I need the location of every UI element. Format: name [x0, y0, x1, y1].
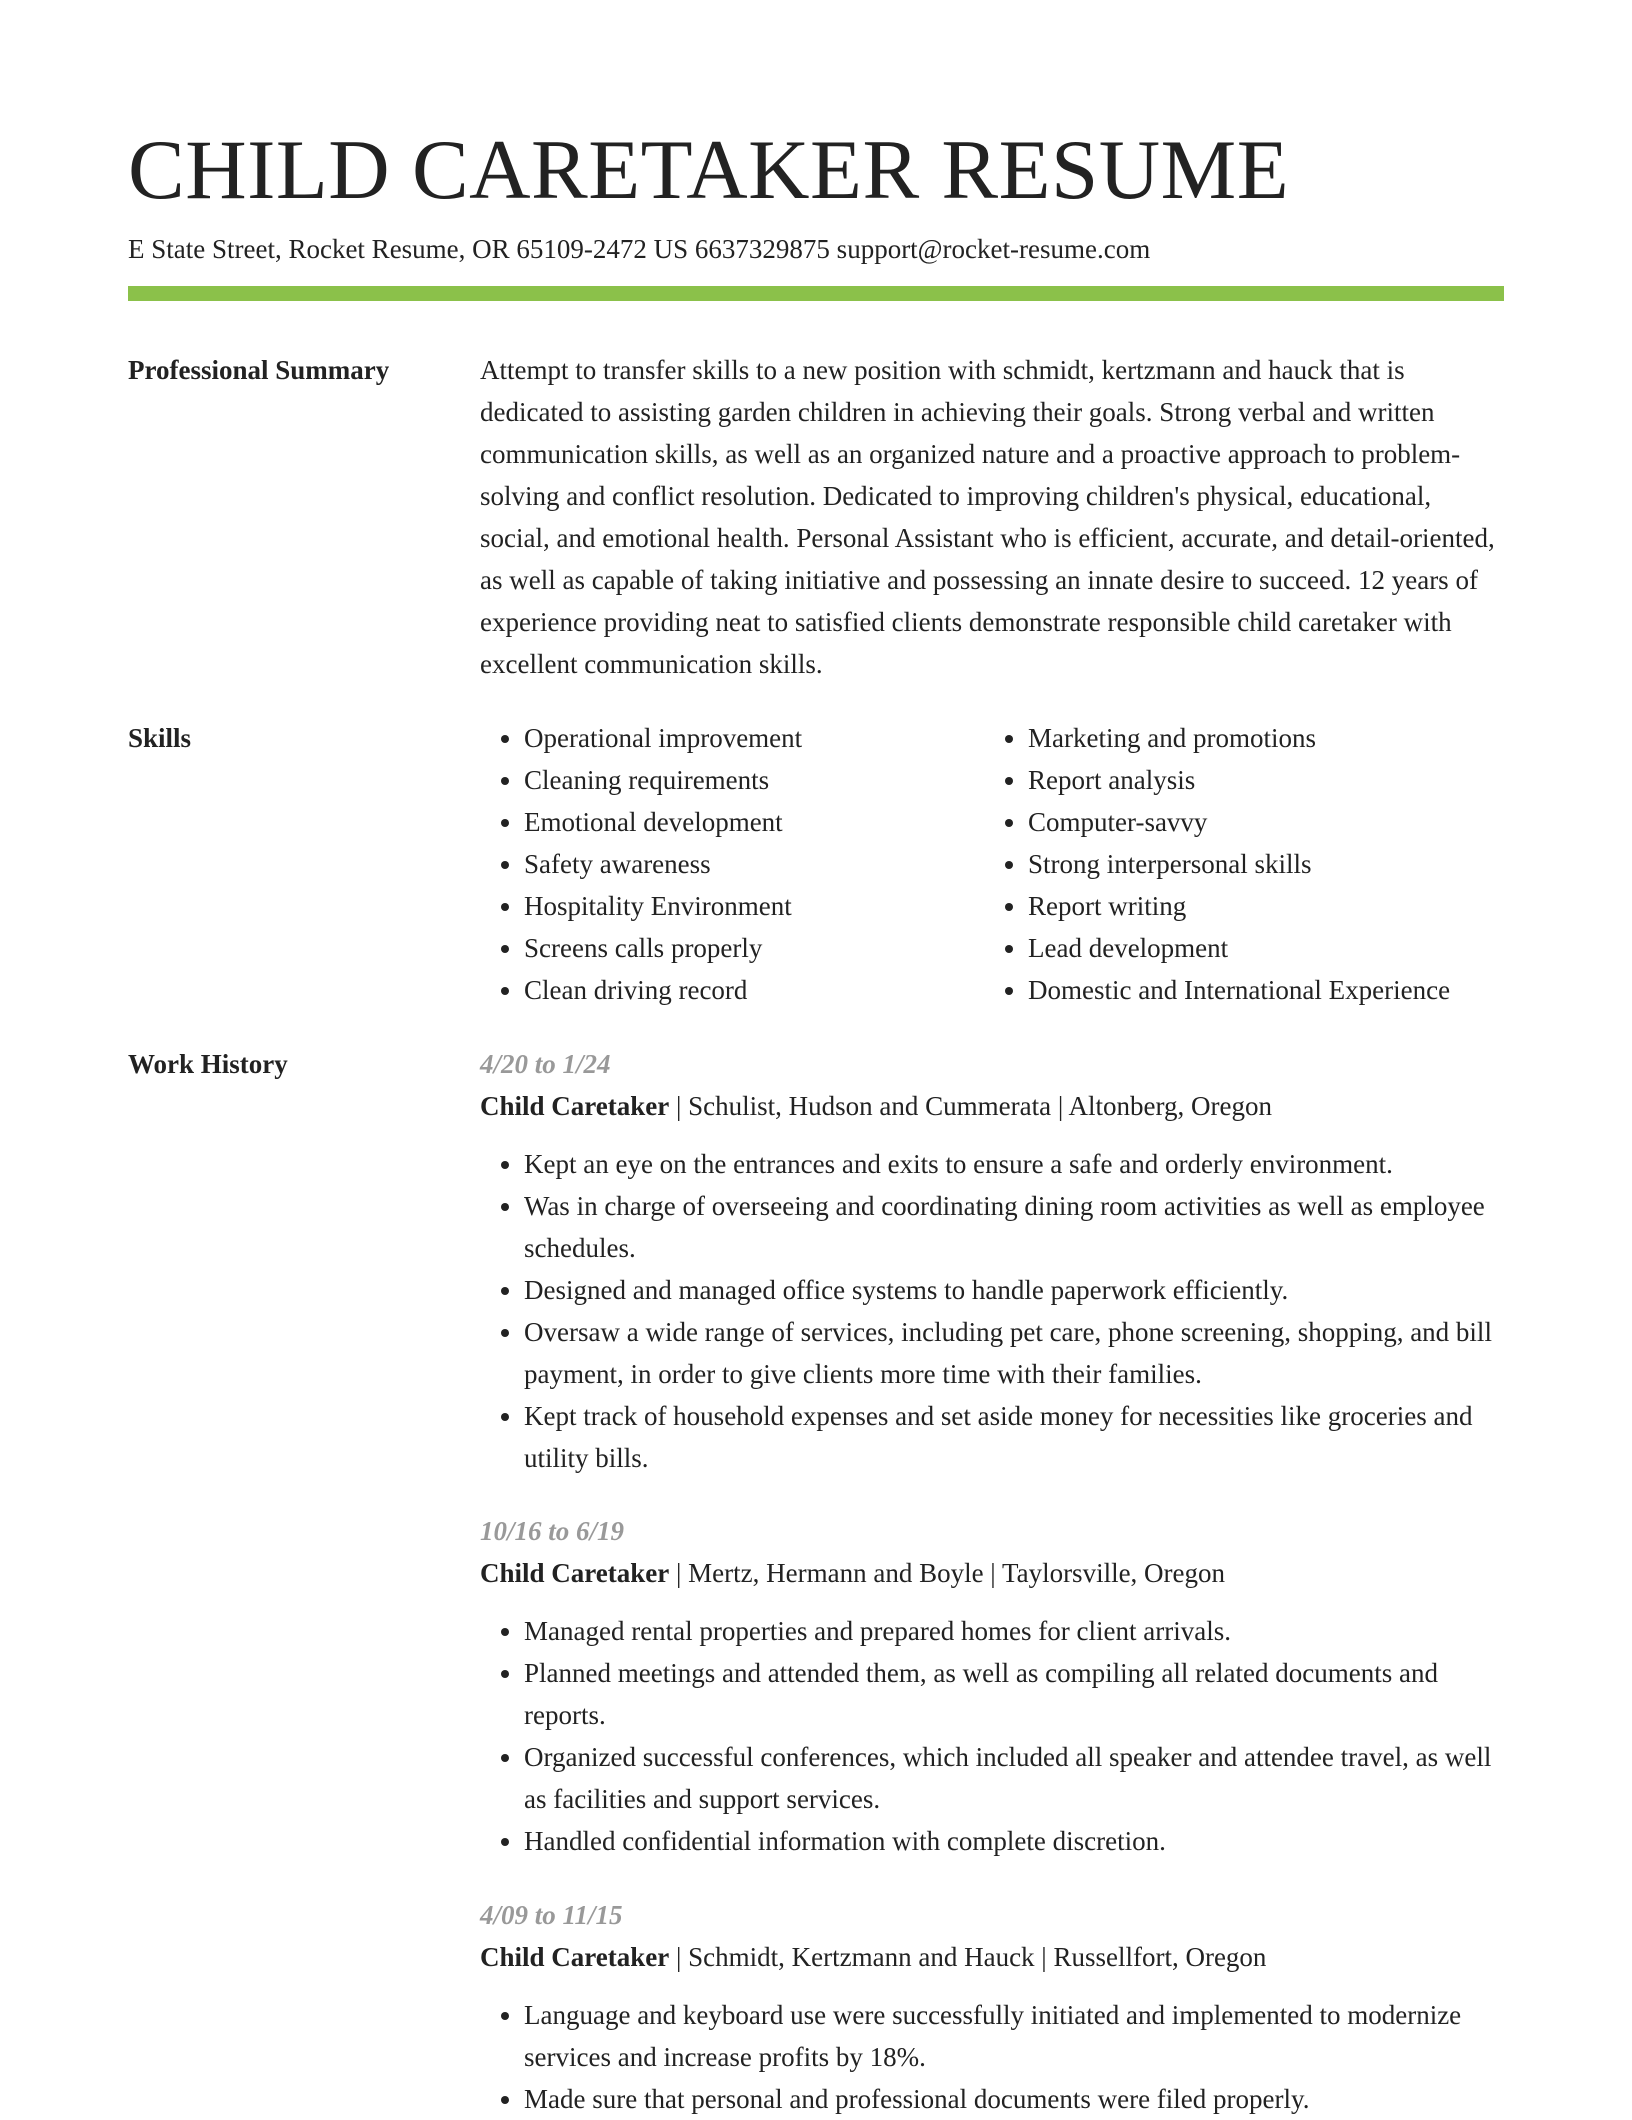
skill-item: • Strong interpersonal skills — [1028, 843, 1450, 885]
job-title: Child Caretaker — [480, 1942, 670, 1972]
skill-item: • Computer-savvy — [1028, 801, 1450, 843]
job-entry — [480, 1043, 1504, 1479]
skill-item: • Emotional development — [524, 801, 802, 843]
skill-item: • Lead development — [1028, 927, 1450, 969]
job-duty: • Handled confidential information with complete discretion. — [524, 1820, 1504, 1862]
job-duties — [480, 1610, 1504, 1862]
job-duty: • Managed rental properties and prepared homes for client arrivals. — [524, 1610, 1504, 1652]
job-duty: • Organized successful conferences, which included all speaker and attendee travel, as well as facilities and support services. — [524, 1736, 1504, 1820]
job-title: Child Caretaker — [480, 1091, 670, 1121]
job-dates: 10/16 to 6/19 — [480, 1516, 625, 1546]
skills-list-right — [984, 717, 1450, 1011]
job-duty: • Made sure that personal and professional documents were filed properly. — [524, 2078, 1504, 2120]
job-header — [480, 1552, 1504, 1594]
job-dates: 4/20 to 1/24 — [480, 1049, 611, 1079]
skill-item: • Domestic and International Experience — [1028, 969, 1450, 1011]
job-employer: | Mertz, Hermann and Boyle | Taylorsville, Oregon — [669, 1558, 1226, 1588]
accent-divider — [128, 286, 1504, 301]
summary-body — [480, 349, 1504, 685]
skill-item: • Report writing — [1028, 885, 1450, 927]
contact-line: E State Street, Rocket Resume, OR 65109-2472 US 6637329875 support@rocket-resume.com — [128, 234, 1151, 264]
job-employer: | Schulist, Hudson and Cummerata | Altonberg, Oregon — [669, 1091, 1272, 1121]
job-duty: • Designed and managed office systems to handle paperwork efficiently. — [524, 1269, 1504, 1311]
summary-text: Attempt to transfer skills to a new position with schmidt, kertzmann and hauck that is dedicated to assisting garden children in achieving their goals. Strong verbal and written communication skills, as well as an organized nature and a proactive approach to problem-solving and conflict resolution. Dedicated to improving children's physical, educational, social, and emotional health. Personal Assistant who is efficient, accurate, and detail-oriented, as well as capable of taking initiative and possessing an innate desire to succeed. 12 years of experience providing neat to satisfied clients demonstrate responsible child caretaker with excellent communication skills. — [480, 355, 1495, 679]
job-duties — [480, 1143, 1504, 1479]
skill-item: • Safety awareness — [524, 843, 802, 885]
skill-item: • Clean driving record — [524, 969, 802, 1011]
job-header — [480, 1085, 1504, 1127]
skill-item: • Hospitality Environment — [524, 885, 802, 927]
job-dates: 4/09 to 11/15 — [480, 1900, 623, 1930]
skill-item: • Marketing and promotions — [1028, 717, 1450, 759]
job-header — [480, 1936, 1504, 1978]
skill-item: • Report analysis — [1028, 759, 1450, 801]
job-duty: • Planned meetings and attended them, as well as compiling all related documents and reports. — [524, 1652, 1504, 1736]
job-entry — [480, 1894, 1504, 2120]
skills-heading: Skills — [128, 723, 192, 753]
job-duty: • Kept an eye on the entrances and exits to ensure a safe and orderly environment. — [524, 1143, 1504, 1185]
work-history-heading: Work History — [128, 1049, 288, 1079]
resume-title: CHILD CARETAKER RESUME — [128, 123, 1290, 217]
skills-list-left — [480, 717, 802, 1011]
job-duty: • Was in charge of overseeing and coordinating dining room activities as well as employee schedules. — [524, 1185, 1504, 1269]
summary-heading: Professional Summary — [128, 355, 390, 385]
job-duty: • Language and keyboard use were successfully initiated and implemented to modernize services and increase profits by 18%. — [524, 1994, 1504, 2078]
job-duty: • Oversaw a wide range of services, including pet care, phone screening, shopping, and bill payment, in order to give clients more time with their families. — [524, 1311, 1504, 1395]
job-entry — [480, 1510, 1504, 1862]
skill-item: • Cleaning requirements — [524, 759, 802, 801]
job-employer: | Schmidt, Kertzmann and Hauck | Russellfort, Oregon — [669, 1942, 1267, 1972]
job-title: Child Caretaker — [480, 1558, 670, 1588]
job-duties — [480, 1994, 1504, 2120]
skill-item: • Screens calls properly — [524, 927, 802, 969]
skill-item: • Operational improvement — [524, 717, 802, 759]
job-duty: • Kept track of household expenses and set aside money for necessities like groceries and utility bills. — [524, 1395, 1504, 1479]
